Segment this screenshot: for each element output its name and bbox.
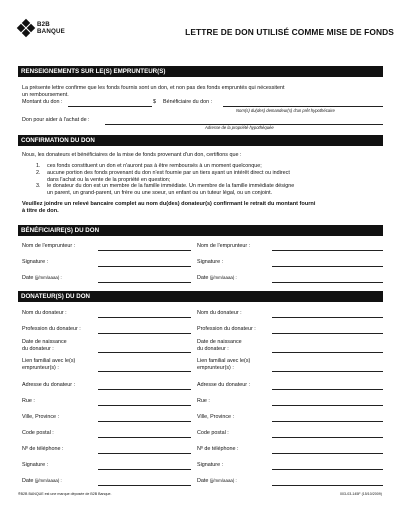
donor-street-field[interactable]	[98, 405, 191, 406]
donor-name-label: Nom du donateur :	[22, 310, 67, 316]
donor-postal-code-field[interactable]	[98, 437, 191, 438]
donor-birth-date-label: Date de naissance du donateur :	[22, 339, 67, 352]
donor-name-field[interactable]	[272, 317, 383, 318]
intro-line-1: La présente lettre confirme que les fonds fournis sont un don, et non pas des fonds empruntés qui nécessitent	[22, 85, 285, 91]
donor-profession-field[interactable]	[98, 333, 191, 334]
donor-birth-date-label: Date de naissance du donateur :	[197, 339, 242, 352]
logo-diamond-icon	[18, 20, 34, 36]
purchase-hint: Adresse de la propriété hypothéquée	[205, 125, 274, 130]
beneficiary-field[interactable]	[223, 106, 383, 107]
donor-birth-date-field[interactable]	[98, 352, 191, 353]
borrower-date-field[interactable]	[98, 282, 191, 283]
donor-postal-code-field[interactable]	[272, 437, 383, 438]
borrower-signature-label: Signature :	[197, 259, 224, 265]
donor-relationship-label: Lien familial avec le(s) emprunteur(s) :	[197, 358, 251, 371]
donor-city-province-label: Ville, Province :	[197, 414, 235, 420]
donor-name-label: Nom du donateur :	[197, 310, 242, 316]
beneficiary-label: Bénéficiaire du don :	[163, 99, 213, 105]
donor-phone-label: Nº de téléphone :	[197, 446, 239, 452]
intro-line-2: un remboursement.	[22, 92, 69, 98]
donor-signature-label: Signature :	[197, 462, 224, 468]
section-header-confirmation: CONFIRMATION DU DON	[18, 135, 383, 146]
donor-relationship-label: Lien familial avec le(s) emprunteur(s) :	[22, 358, 76, 371]
bank-statement-notice-1: Veuillez joindre un relevé bancaire complet au nom du(des) donateur(s) confirmant le retrait du montant fourni	[22, 201, 316, 207]
donor-postal-code-label: Code postal :	[22, 430, 54, 436]
donor-phone-field[interactable]	[98, 453, 191, 454]
donor-profession-label: Profession du donateur :	[197, 326, 256, 332]
donor-date-field[interactable]	[98, 485, 191, 486]
section-header-borrowers: RENSEIGNEMENTS SUR LE(S) EMPRUNTEUR(S)	[18, 66, 383, 77]
borrower-date-label: Date (jj/mm/aaaa) :	[197, 275, 237, 281]
donor-signature-field[interactable]	[98, 469, 191, 470]
borrower-signature-field[interactable]	[272, 266, 383, 267]
donor-signature-label: Signature :	[22, 462, 49, 468]
borrower-name-field[interactable]	[98, 250, 191, 251]
logo	[18, 20, 65, 36]
donor-city-province-label: Ville, Province :	[22, 414, 60, 420]
footer-trademark: ®B2B BANQUE est une marque déposée de B2B Banque.	[18, 492, 112, 496]
confirmation-intro: Nous, les donateurs et bénéficiaires de la mise de fonds provenant d'un don, certifions que :	[22, 152, 242, 158]
gift-amount-field[interactable]	[68, 106, 152, 107]
donor-phone-field[interactable]	[272, 453, 383, 454]
donor-city-province-field[interactable]	[272, 421, 383, 422]
donor-relationship-field[interactable]	[98, 371, 191, 372]
donor-date-field[interactable]	[272, 485, 383, 486]
donor-date-label: Date (jj/mm/aaaa) :	[22, 478, 62, 484]
donor-birth-date-field[interactable]	[272, 352, 383, 353]
bank-statement-notice-2: à titre de don.	[22, 208, 59, 214]
document-title: LETTRE DE DON UTILISÉ COMME MISE DE FONDS	[185, 27, 394, 37]
borrower-date-label: Date (jj/mm/aaaa) :	[22, 275, 62, 281]
borrower-signature-field[interactable]	[98, 266, 191, 267]
donor-profession-field[interactable]	[272, 333, 383, 334]
borrower-name-label: Nom de l'emprunteur :	[197, 243, 251, 249]
borrower-name-label: Nom de l'emprunteur :	[22, 243, 76, 249]
borrower-date-field[interactable]	[272, 282, 383, 283]
footer-form-number: 003-03-145F (15/10/2009)	[340, 492, 382, 496]
donor-date-label: Date (jj/mm/aaaa) :	[197, 478, 237, 484]
borrower-name-field[interactable]	[272, 250, 383, 251]
donor-signature-field[interactable]	[272, 469, 383, 470]
dollar-sign: $	[153, 99, 156, 105]
donor-phone-label: Nº de téléphone :	[22, 446, 64, 452]
beneficiary-hint: Nom(s) du(des) demandeur(s) d'un prêt hypothécaire	[236, 108, 335, 113]
donor-address-label: Adresse du donateur :	[197, 382, 251, 388]
donor-profession-label: Profession du donateur :	[22, 326, 81, 332]
logo-text: B2B BANQUE	[37, 21, 66, 35]
borrower-signature-label: Signature :	[22, 259, 49, 265]
donor-street-label: Rue :	[197, 398, 210, 404]
donor-address-field[interactable]	[272, 389, 383, 390]
donor-postal-code-label: Code postal :	[197, 430, 229, 436]
donor-relationship-field[interactable]	[272, 371, 383, 372]
donor-address-label: Adresse du donateur :	[22, 382, 76, 388]
donor-address-field[interactable]	[98, 389, 191, 390]
purchase-label: Don pour aider à l'achat de :	[22, 117, 90, 123]
section-header-beneficiaries: BÉNÉFICIAIRE(S) DU DON	[18, 225, 383, 236]
donor-street-field[interactable]	[272, 405, 383, 406]
donor-street-label: Rue :	[22, 398, 35, 404]
donor-name-field[interactable]	[98, 317, 191, 318]
section-header-donors: DONATEUR(S) DU DON	[18, 291, 383, 302]
donor-city-province-field[interactable]	[98, 421, 191, 422]
gift-amount-label: Montant du don :	[22, 99, 63, 105]
